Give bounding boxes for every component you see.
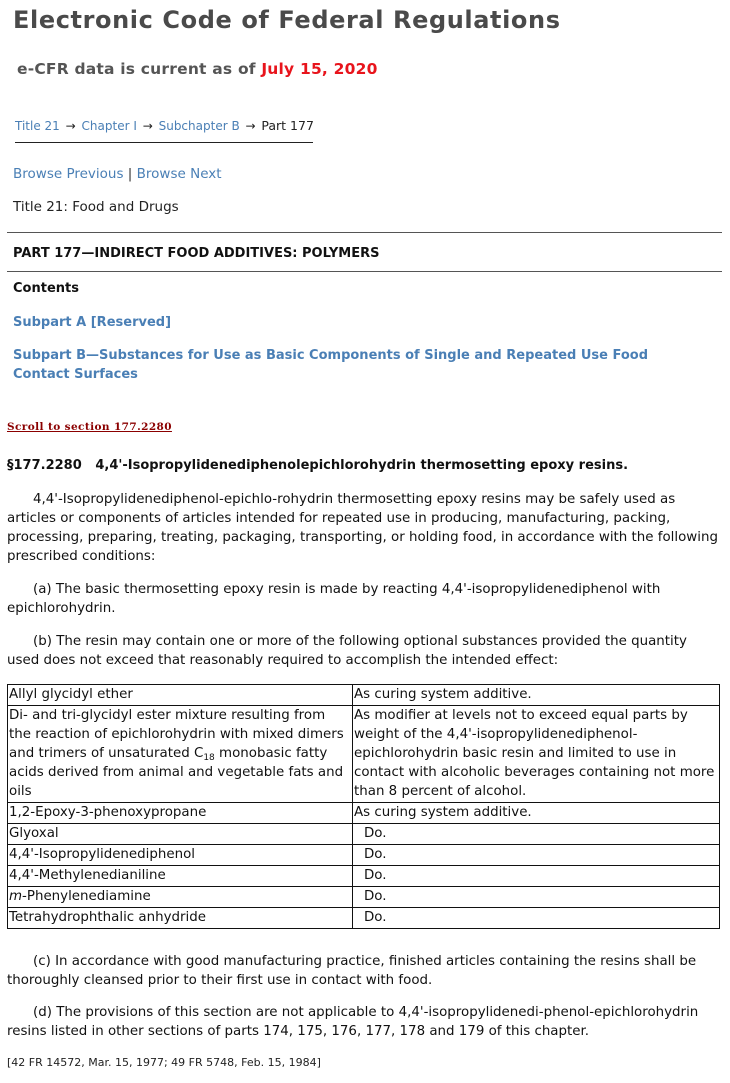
browse-next-link[interactable]: Browse Next [136,166,222,182]
substance-cell: 4,4'-Methylenedianiline [8,866,353,887]
table-row [8,908,720,929]
substance-cell: Glyoxal [8,824,353,845]
subpart-b-link[interactable]: Subpart B—Substances for Use as Basic Components of Single and Repeated Use Food Contact Surfaces [13,348,649,382]
title-line: Title 21: Food and Drugs [13,199,179,215]
contents-label: Contents [13,281,79,296]
section-number: §177.2280 [7,458,82,473]
table-row [8,845,720,866]
table-row [8,866,720,887]
limitation-cell: As curing system additive. [353,803,720,824]
subscript-18: 18 [203,753,215,763]
table-row [8,685,720,706]
paragraph-b: (b) The resin may contain one or more of the following optional substances provided the quantity used does not exceed that reasonably required to accomplish the intended effect: [7,634,687,668]
breadcrumb-arrow-icon: → [245,119,256,133]
scroll-to-section-link[interactable]: Scroll to section 177.2280 [7,421,172,433]
limitation-cell: Do. [353,824,720,845]
breadcrumb-arrow-icon: → [65,119,76,133]
breadcrumb [15,118,313,143]
limitation-cell: Do. [353,887,720,908]
table-row [8,803,720,824]
limitation-cell: Do. [353,866,720,887]
italic-m: m [9,889,23,904]
breadcrumb-current-part: Part 177 [261,118,314,133]
breadcrumb-arrow-icon: → [142,119,153,133]
section-intro-paragraph: 4,4'-Isopropylidenediphenol-epichlo-rohydrin thermosetting epoxy resins may be safely used as articles or components of articles intended for repeated use in producing, manufacturing, packing, processing, preparing, treating, packaging, transporting, or holding food, in accordance with the following prescribed conditions: [7,492,718,564]
substance-text: monobasic fatty acids derived from animal and vegetable fats and oils [9,746,344,799]
browse-previous-link[interactable]: Browse Previous [13,166,124,182]
site-title: Electronic Code of Federal Regulations [13,6,561,34]
table-row [8,887,720,908]
divider [7,271,722,272]
breadcrumb-title-link[interactable]: Title 21 [15,119,60,133]
section-heading [7,458,628,473]
part-heading: PART 177—INDIRECT FOOD ADDITIVES: POLYMERS [13,246,380,261]
substance-cell [8,887,353,908]
browse-navigation [13,166,222,182]
paragraph-c: (c) In accordance with good manufacturing practice, finished articles containing the resins shall be thoroughly cleansed prior to their first use in contact with food. [7,954,697,988]
breadcrumb-chapter-link[interactable]: Chapter I [81,119,137,133]
substance-cell: Allyl glycidyl ether [8,685,353,706]
section-title: 4,4'-Isopropylidenediphenolepichlorohydrin thermosetting epoxy resins. [95,458,629,473]
substance-cell: 1,2-Epoxy-3-phenoxypropane [8,803,353,824]
optional-substances-table [7,684,720,929]
currency-prefix: e-CFR data is current as of [17,60,256,78]
substance-cell: Tetrahydrophthalic anhydride [8,908,353,929]
browse-separator: | [127,166,133,182]
data-currency-notice [17,60,378,78]
breadcrumb-subchapter-link[interactable]: Subchapter B [158,119,240,133]
substance-text: -Phenylenediamine [22,889,151,904]
currency-date: July 15, 2020 [261,60,378,78]
limitation-cell: As curing system additive. [353,685,720,706]
substance-text: Di- and tri-glycidyl ester mixture resulting from the reaction of epichlorohydrin with mixed dimers and trimers of unsaturated C [9,708,344,761]
table-row [8,706,720,803]
subpart-a-link[interactable]: Subpart A [Reserved] [13,315,172,330]
substance-cell: 4,4'-Isopropylidenediphenol [8,845,353,866]
paragraph-a: (a) The basic thermosetting epoxy resin is made by reacting 4,4'-isopropylidenediphenol with epichlorohydrin. [7,582,661,616]
substance-cell [8,706,353,803]
limitation-cell: As modifier at levels not to exceed equal parts by weight of the 4,4'-isopropylidenediphenol-epichlorohydrin basic resin and limited to use in contact with alcoholic beverages containing not more than 8 percent of alcohol. [353,706,720,803]
paragraph-d: (d) The provisions of this section are not applicable to 4,4'-isopropylidenedi-phenol-epichlorohydrin resins listed in other sections of parts 174, 175, 176, 177, 178 and 179 of this chapter. [7,1005,699,1039]
limitation-cell: Do. [353,845,720,866]
table-row [8,824,720,845]
limitation-cell: Do. [353,908,720,929]
source-citation: [42 FR 14572, Mar. 15, 1977; 49 FR 5748, Feb. 15, 1984] [7,1056,321,1069]
divider [7,232,722,233]
